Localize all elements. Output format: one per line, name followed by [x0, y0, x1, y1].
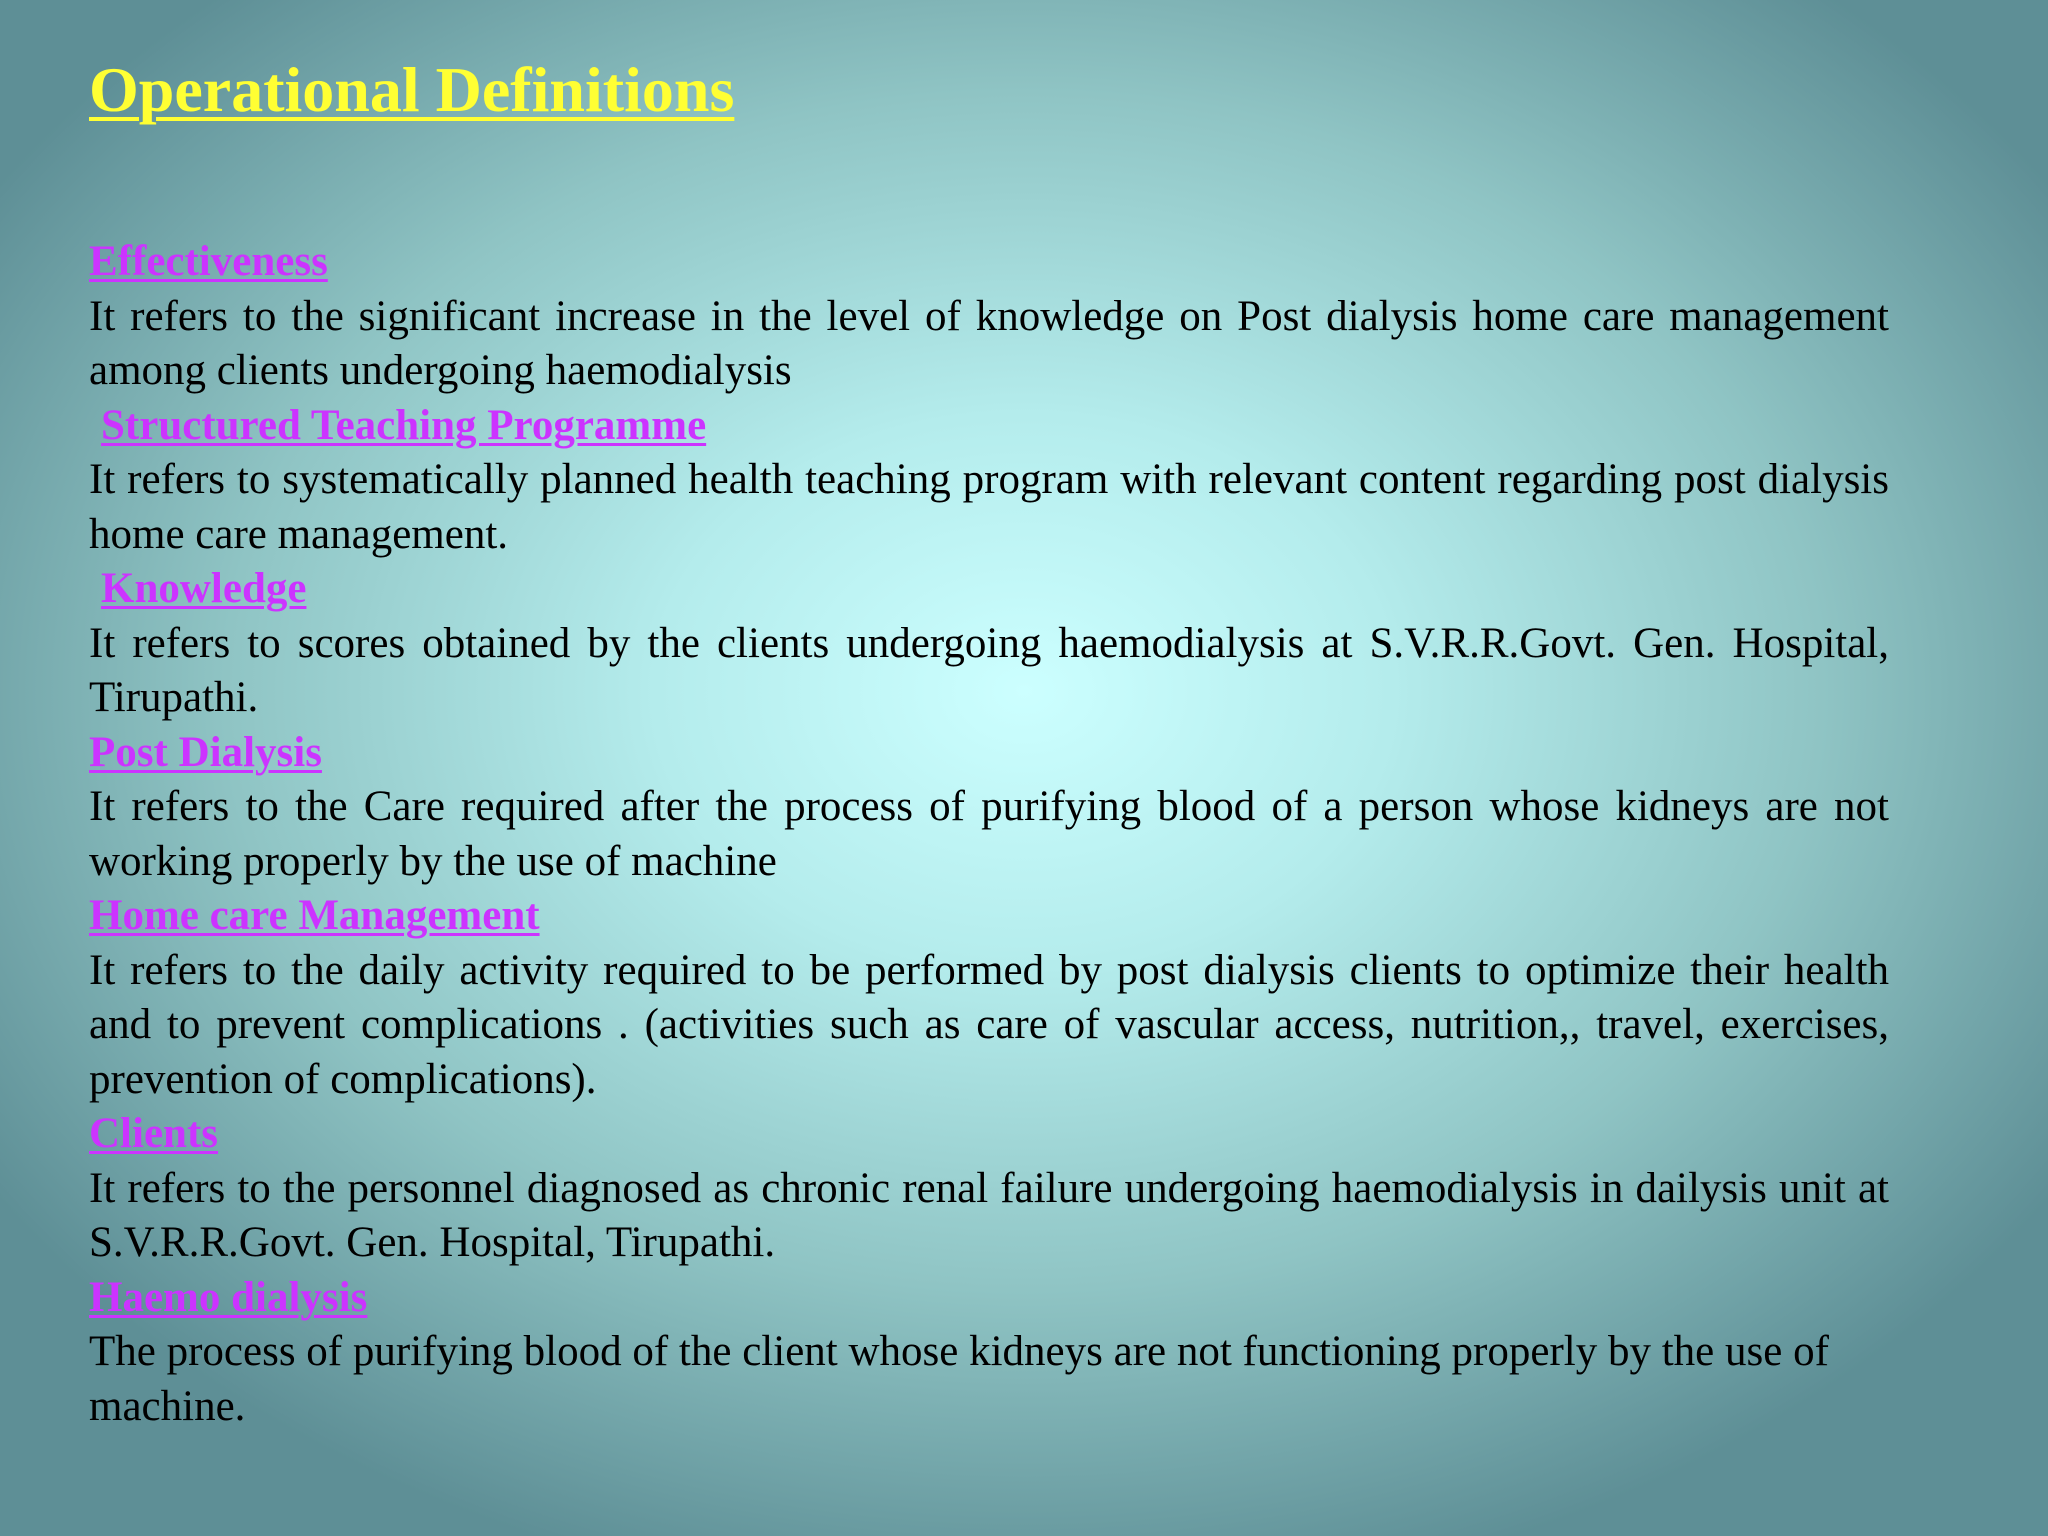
definition-text: It refers to the Care required after the process of purifying blood of a person whose kidneys are not working properly by the use of machine: [89, 783, 1889, 885]
definition-text: It refers to systematically planned health teaching program with relevant content regarding post dialysis home care management.: [89, 456, 1889, 558]
definition-term: Home care Management: [89, 892, 540, 939]
definition-item: [89, 726, 1889, 890]
definitions-list: [89, 235, 1889, 1434]
definition-item: [89, 1271, 1889, 1435]
definition-term: Knowledge: [101, 565, 307, 612]
definition-term: Post Dialysis: [89, 728, 322, 776]
definition-text: It refers to the daily activity required to be performed by post dialysis clients to optimize their health and to prevent complications . (activities such as care of vascular access, nutrition,, travel, exercises, prevention of complications).: [89, 946, 1889, 1103]
definition-text: It refers to the personnel diagnosed as chronic renal failure undergoing haemodialysis in dailysis unit at S.V.R.R.Govt. Gen. Hospital, Tirupathi.: [89, 1164, 1889, 1266]
definition-term: Clients: [89, 1110, 218, 1157]
definition-text: It refers to the significant increase in the level of knowledge on Post dialysis home care management among clients undergoing haemodialysis: [89, 292, 1889, 394]
definition-term: Effectiveness: [89, 238, 328, 285]
definition-item: [89, 562, 1889, 726]
definition-text: The process of purifying blood of the client whose kidneys are not functioning properly by the use of machine.: [89, 1328, 1829, 1430]
slide-title: Operational Definitions: [89, 54, 735, 125]
definition-item: [89, 235, 1889, 399]
definition-text: It refers to scores obtained by the clients undergoing haemodialysis at S.V.R.R.Govt. Gen. Hospital, Tirupathi.: [89, 619, 1889, 721]
definition-item: [89, 1107, 1889, 1271]
definition-item: [89, 399, 1889, 563]
slide: [89, 50, 1889, 1434]
definition-term: Structured Teaching Programme: [101, 401, 707, 449]
definition-item: [89, 889, 1889, 1107]
definition-term: Haemo dialysis: [89, 1273, 368, 1321]
